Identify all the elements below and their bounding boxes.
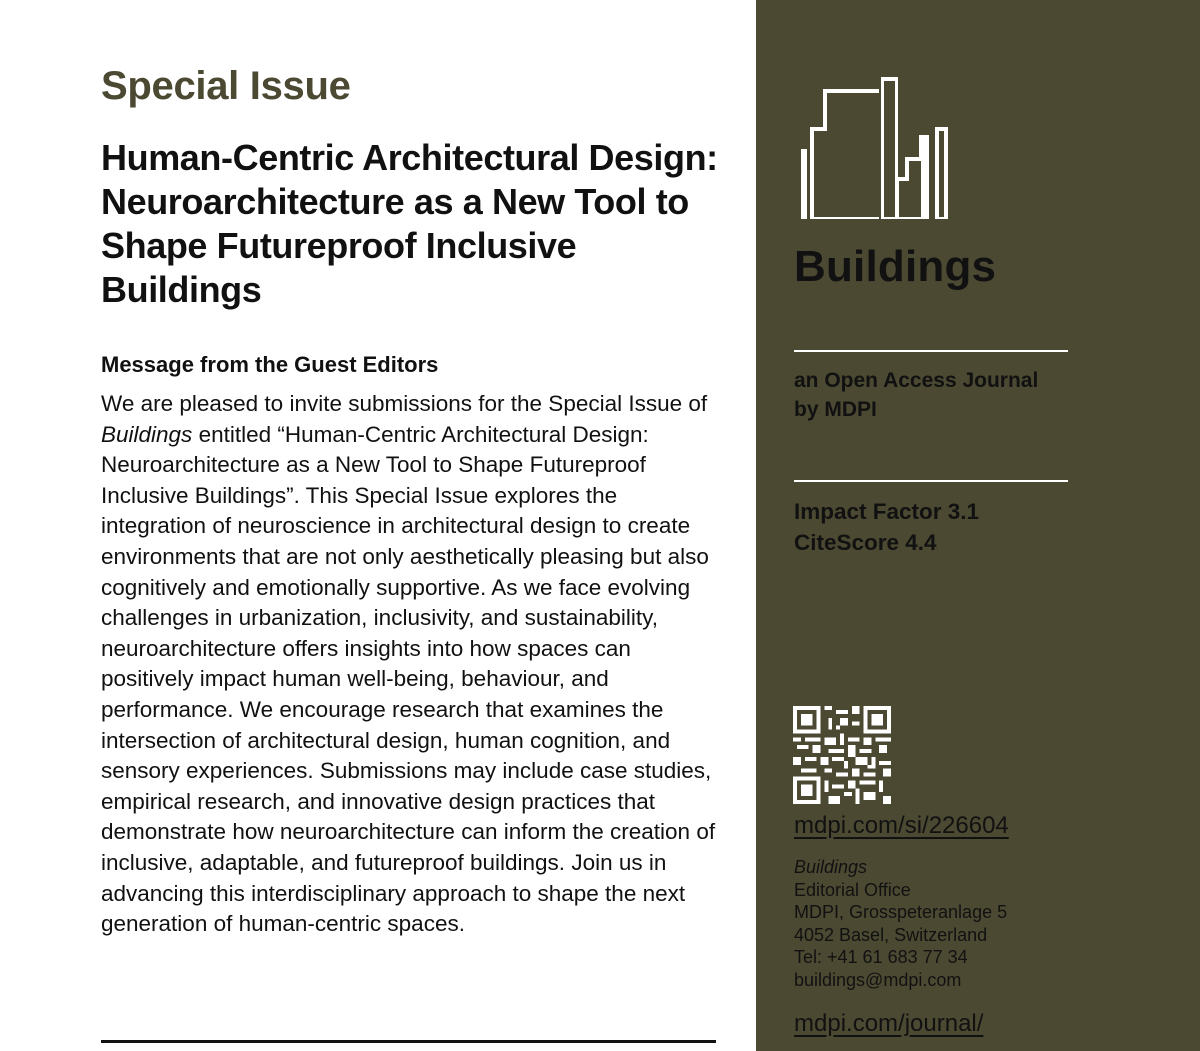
journal-metrics <box>794 496 979 558</box>
open-access-note <box>794 366 1038 424</box>
office-line-2: MDPI, Grosspeteranlage 5 <box>794 902 1008 922</box>
sidebar-divider-2 <box>794 480 1068 482</box>
office-journal-name: Buildings <box>794 857 868 877</box>
message-journal-name: Buildings <box>101 421 193 447</box>
open-access-line-1: an Open Access Journal <box>794 369 1039 392</box>
citescore: CiteScore 4.4 <box>794 530 937 555</box>
special-issue-link[interactable]: mdpi.com/si/226604 <box>794 812 1009 839</box>
journal-name: Buildings <box>794 242 997 291</box>
open-access-line-2: by MDPI <box>794 398 877 421</box>
qr-code-icon <box>793 706 891 804</box>
impact-factor: Impact Factor 3.1 <box>794 499 980 524</box>
office-line-1: Editorial Office <box>794 879 911 900</box>
message-heading: Message from the Guest Editors <box>101 352 439 377</box>
special-issue-label: Special Issue <box>101 64 351 108</box>
message-body <box>101 389 721 940</box>
bottom-divider <box>101 1040 716 1043</box>
editorial-office-address <box>794 856 1007 991</box>
office-line-3: 4052 Basel, Switzerland <box>794 924 988 945</box>
message-body-part2: entitled “Human-Centric Architectural Design: Neuroarchitecture as a New Tool to Shape Futureproof Inclusive Buildings”. This Special Issue explores the integration of neuroscience in architectural design to create environments that are not only aesthetically pleasing but also cognitively and emotionally supportive. As we face evolving challenges in urbanization, inclusivity, and sustainability, neuroarchitecture offers insights into how spaces can positively impact human well-being, behaviour, and performance. We encourage research that examines the intersection of architectural design, human cognition, and sensory experiences. Submissions may include case studies, empirical research, and innovative design practices that demonstrate how neuroarchitecture can inform the creation of inclusive, adaptable, and futureproof buildings. Join us in advancing this interdisciplinary approach to shape the next generation of human-centric spaces. <box>101 421 716 937</box>
sidebar-divider-1 <box>794 350 1068 352</box>
buildings-logo-icon <box>801 77 951 221</box>
message-body-part1: We are pleased to invite submissions for the Special Issue of <box>101 391 708 416</box>
special-issue-title: Human-Centric Architectural Design: Neuroarchitecture as a New Tool to Shape Futureproof Inclusive Buildings <box>101 137 718 310</box>
journal-link[interactable]: mdpi.com/journal/ <box>794 1010 984 1037</box>
office-tel: Tel: +41 61 683 77 34 <box>794 947 968 967</box>
office-email[interactable]: buildings@mdpi.com <box>794 969 962 990</box>
